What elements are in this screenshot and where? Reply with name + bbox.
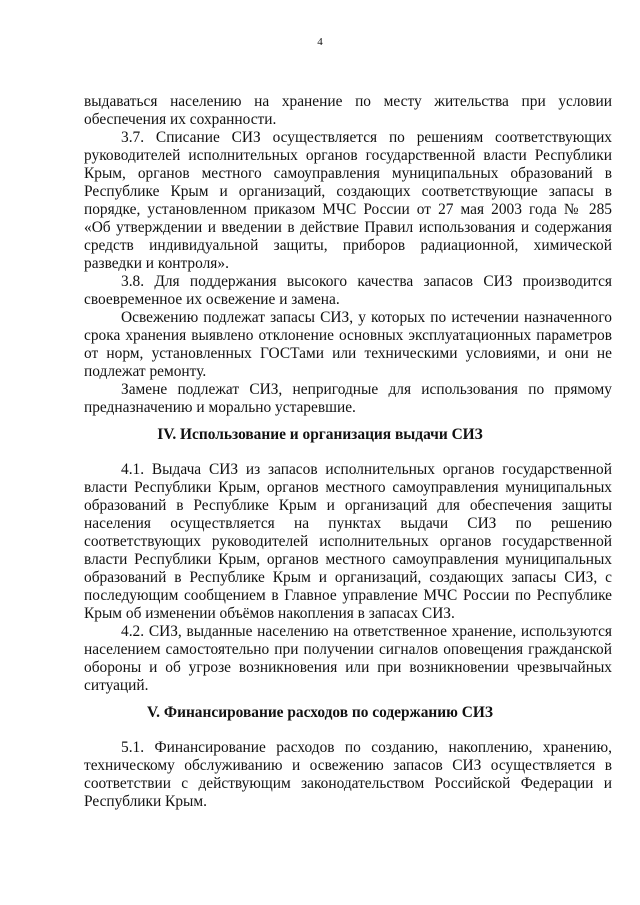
section-heading-v: V. Финансирование расходов по содержанию СИЗ — [147, 704, 493, 721]
text-line: средств индивидуальной защиты, приборов радиационной, химической — [84, 237, 612, 254]
text-line: образований в Республике Крым и организаций, создающих запасы СИЗ, с — [84, 569, 612, 586]
text-line: последующим сообщением в Главное управление МЧС России по Республике — [84, 587, 612, 604]
text-line: соответствующих руководителей исполнительных органов государственной — [84, 533, 612, 550]
text-line: Замене подлежат СИЗ, непригодные для использования по прямому — [121, 381, 612, 398]
text-line: Крым об изменении объёмов накопления в запасах СИЗ. — [84, 605, 455, 622]
text-line: предназначению и морально устаревшие. — [84, 399, 356, 416]
text-line: 3.7. Списание СИЗ осуществляется по решениям соответствующих — [121, 129, 612, 146]
text-line: 4.1. Выдача СИЗ из запасов исполнительных органов государственной — [121, 461, 612, 478]
text-line: соответствии с действующим законодательством Российской Федерации и — [84, 775, 612, 792]
text-line: Крым, органов местного самоуправления муниципальных образований в — [84, 165, 612, 182]
text-line: власти Республики Крым, органов местного самоуправления муниципальных — [84, 479, 612, 496]
text-line: обороны и об угрозе возникновения или при возникновении чрезвычайных — [84, 659, 612, 676]
text-line: техническому обслуживанию и освежению запасов СИЗ осуществляется в — [84, 757, 612, 774]
text-line: власти Республики Крым, органов местного самоуправления муниципальных — [84, 551, 612, 568]
text-line: населением самостоятельно при получении сигналов оповещения гражданской — [84, 641, 612, 658]
text-line: 3.8. Для поддержания высокого качества запасов СИЗ производится — [121, 273, 612, 290]
text-line: порядке, установленном приказом МЧС России от 27 мая 2003 года № 285 — [84, 201, 612, 218]
page-number: 4 — [317, 36, 323, 48]
text-line: от норм, установленных ГОСТами или техническими условиями, и они не — [84, 345, 612, 362]
text-line: Республике Крым и организаций, создающих соответствующие запасы в — [84, 183, 612, 200]
text-line: Освежению подлежат запасы СИЗ, у которых по истечении назначенного — [121, 309, 612, 326]
text-line: ситуаций. — [84, 677, 149, 694]
text-line: Республики Крым. — [84, 793, 207, 810]
text-line: «Об утверждении и введении в действие Правил использования и содержания — [84, 219, 612, 236]
text-line: разведки и контроля». — [84, 255, 229, 272]
section-heading-iv: IV. Использование и организация выдачи СИЗ — [157, 426, 483, 443]
text-line: срока хранения выявлено отклонение основных эксплуатационных параметров — [84, 327, 612, 344]
text-line: обеспечения их сохранности. — [84, 111, 277, 128]
text-line: руководителей исполнительных органов государственной власти Республики — [84, 147, 612, 164]
text-line: своевременное их освежение и замена. — [84, 291, 340, 308]
text-line: подлежат ремонту. — [84, 363, 207, 380]
text-line: 5.1. Финансирование расходов по созданию, накоплению, хранению, — [121, 739, 612, 756]
text-line: населения осуществляется на пунктах выдачи СИЗ по решению — [84, 515, 612, 532]
text-line: образований в Республике Крым и организаций для обеспечения защиты — [84, 497, 612, 514]
text-line: выдаваться населению на хранение по месту жительства при условии — [84, 93, 612, 110]
text-line: 4.2. СИЗ, выданные населению на ответственное хранение, используются — [121, 623, 612, 640]
